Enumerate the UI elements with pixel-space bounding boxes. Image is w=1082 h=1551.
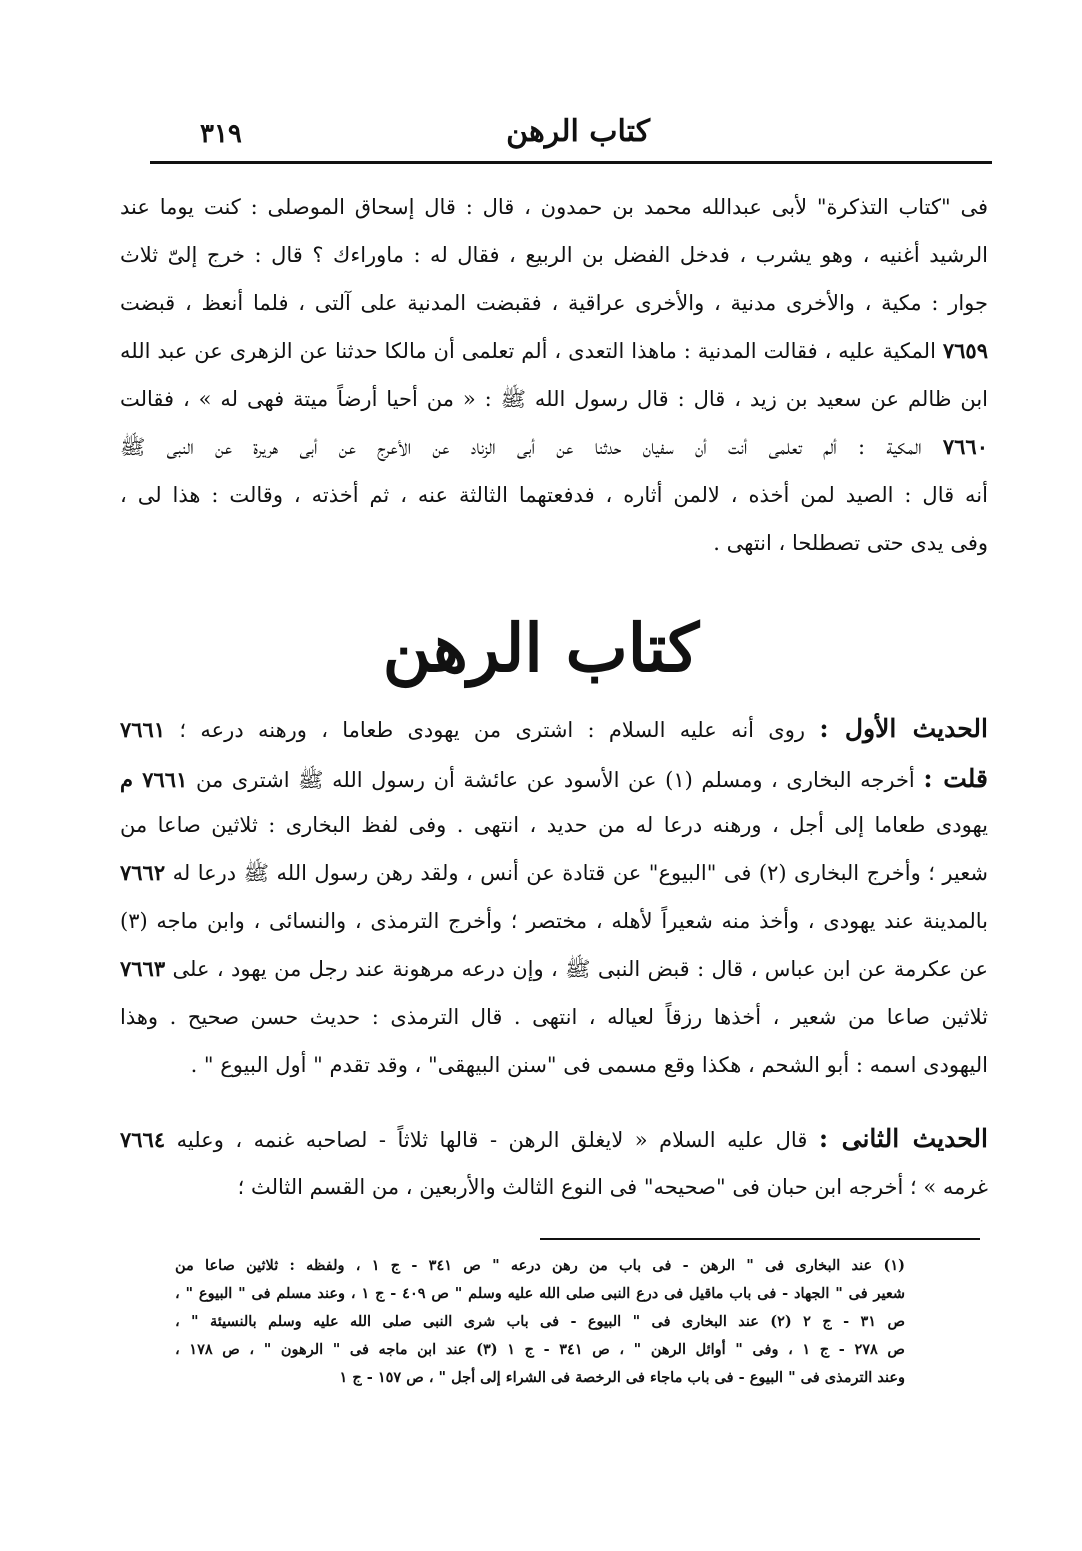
text-line: الرشيد أغنيه ، وهو يشرب ، فدخل الفضل بن الربيع ، فقال له : ماوراءك ؟ قال : خرج إلىّ ثلاث [120, 243, 988, 267]
margin-number: ٧٦٦٢ [120, 860, 166, 885]
margin-number: ٧٦٦١ [120, 717, 166, 742]
line-text: شعير ؛ وأخرج البخارى (٢) فى "البيوع" عن قتادة عن أنس ، ولقد رهن رسول الله ﷺ درعا له [172, 861, 988, 885]
line-text: روى أنه عليه السلام : اشترى من يهودى طعاما ، ورهنه درعه ؛ [179, 718, 806, 742]
line-text: عن عكرمة عن ابن عباس ، قال : قبض النبى ﷺ ، وإن درعه مرهونة عند رجل من يهود ، على [172, 957, 988, 981]
footnote-line: شعير فى " الجهاد - فى باب ماقيل فى درع النبى صلى الله عليه وسلم " ص ٤٠٩ - ج ١ ، وعند مسلم فى " البيوع " ، [175, 1285, 905, 1302]
hadith-1-section [120, 712, 988, 1132]
margin-number: ٧٦٦١ م [120, 767, 188, 792]
text-line [120, 712, 988, 747]
footnote-divider [540, 1238, 980, 1240]
hadith-2-section [120, 1122, 988, 1222]
text-line: يهودى طعاما إلى أجل ، ورهنه درعا له من حديد ، انتهى . وفى لفظ البخارى : ثلاثين صاعا من [120, 813, 988, 837]
line-text: أخرجه البخارى ، ومسلم (١) عن الأسود عن عائشة أن رسول الله ﷺ اشترى من [195, 768, 915, 792]
qult-label: قلت : [923, 764, 988, 793]
margin-number: ٧٦٦٠ [942, 434, 988, 459]
text-line: جوار : مكية ، والأخرى مدنية ، والأخرى عراقية ، فقبضت المدنية على آلتى ، فلما أنعظ ، قبضت [120, 291, 988, 315]
line-text: غرمه » ؛ أخرجه ابن حبان فى "صحيحه" فى النوع الثالث والأربعين ، من القسم الثالث ؛ [237, 1175, 988, 1199]
text-line: وفى يدى حتى تصطلحا ، انتهى . [713, 531, 988, 555]
line-text: المكية : ألم تعلمى أنت أن سفيان حدثنا عن أبى الزناد عن الأعرج عن أبى هريرة عن النبى ﷺ [120, 435, 922, 459]
footnotes [175, 1254, 905, 1414]
text-line: أنه قال : الصيد لمن أخذه ، لالمن أثاره ، فدفعتهما الثالثة عنه ، ثم أخذته ، وقالت : هذا لى ، [120, 483, 988, 507]
page-number: ٣١٩ [200, 119, 242, 149]
text-line [120, 1122, 988, 1157]
footnote-line: ص ٣١ - ج ٢ (٢) عند البخارى فى " البيوع - فى باب شرى النبى صلى الله عليه وسلم بالنسيئة " ، [175, 1313, 905, 1330]
text-line [120, 856, 988, 890]
hadith-heading: الحديث الثانى : [818, 1124, 988, 1153]
margin-number: ٧٦٦٤ [120, 1127, 166, 1152]
text-line [120, 430, 988, 464]
margin-number: ٧٦٦٣ [120, 956, 166, 981]
margin-number: ٧٦٥٩ [942, 338, 988, 363]
text-line: ابن ظالم عن سعيد بن زيد ، قال : قال رسول الله ﷺ : « من أحيا أرضاً ميتة فهى له » ، فقالت [120, 387, 988, 411]
text-line: بالمدينة عند يهودى ، وأخذ منه شعيراً لأهله ، مختصر ؛ وأخرج الترمذى ، والنسائى ، وابن ماجه (٣) [120, 909, 988, 933]
footnote-line: وعند الترمذى فى " البيوع - فى باب ماجاء فى الرخصة فى الشراء إلى أجل " ، ص ١٥٧ - ج ١ [339, 1369, 905, 1386]
text-line [120, 952, 988, 986]
text-line: فى "كتاب التذكرة" لأبى عبدالله محمد بن حمدون ، قال : قال إسحاق الموصلى : كنت يوما عند [120, 195, 988, 219]
top-paragraph [120, 190, 988, 590]
line-text: المكية عليه ، فقالت المدنية : ماهذا التعدى ، ألم تعلمى أن مالكا حدثنا عن الزهرى عن عبد الله [120, 339, 936, 363]
text-line [120, 334, 988, 368]
text-line: ثلاثين صاعا من شعير ، أخذها رزقاً لعياله ، انتهى . قال الترمذى : حديث حسن صحيح . وهذا [120, 1005, 988, 1029]
running-title: كتاب الرهن [506, 114, 650, 149]
footnote-line: (١) عند البخارى فى " الرهن - فى باب من رهن درعه " ص ٣٤١ - ج ١ ، ولفظه : ثلاثين صاعا من [175, 1257, 905, 1274]
header-divider [150, 161, 992, 164]
text-line [120, 1170, 988, 1204]
running-header [150, 112, 990, 156]
chapter-title: كتاب الرهن [382, 609, 700, 687]
footnote-line: ص ٢٧٨ - ج ١ ، وفى " أوائل الرهن " ، ص ٣٤١ - ج ١ (٣) عند ابن ماجه فى " الرهون " ، ص ١٧٨ ، [175, 1341, 905, 1358]
line-text: قال عليه السلام « لايغلق الرهن - قالها ثلاثاً - لصاحبه غنمه ، وعليه [176, 1128, 808, 1152]
text-line [120, 762, 988, 797]
text-line: اليهودى اسمه : أبو الشحم ، هكذا وقع مسمى فى "سنن البيهقى" ، وقد تقدم " أول البيوع " . [190, 1053, 988, 1077]
hadith-heading: الحديث الأول : [819, 714, 988, 743]
